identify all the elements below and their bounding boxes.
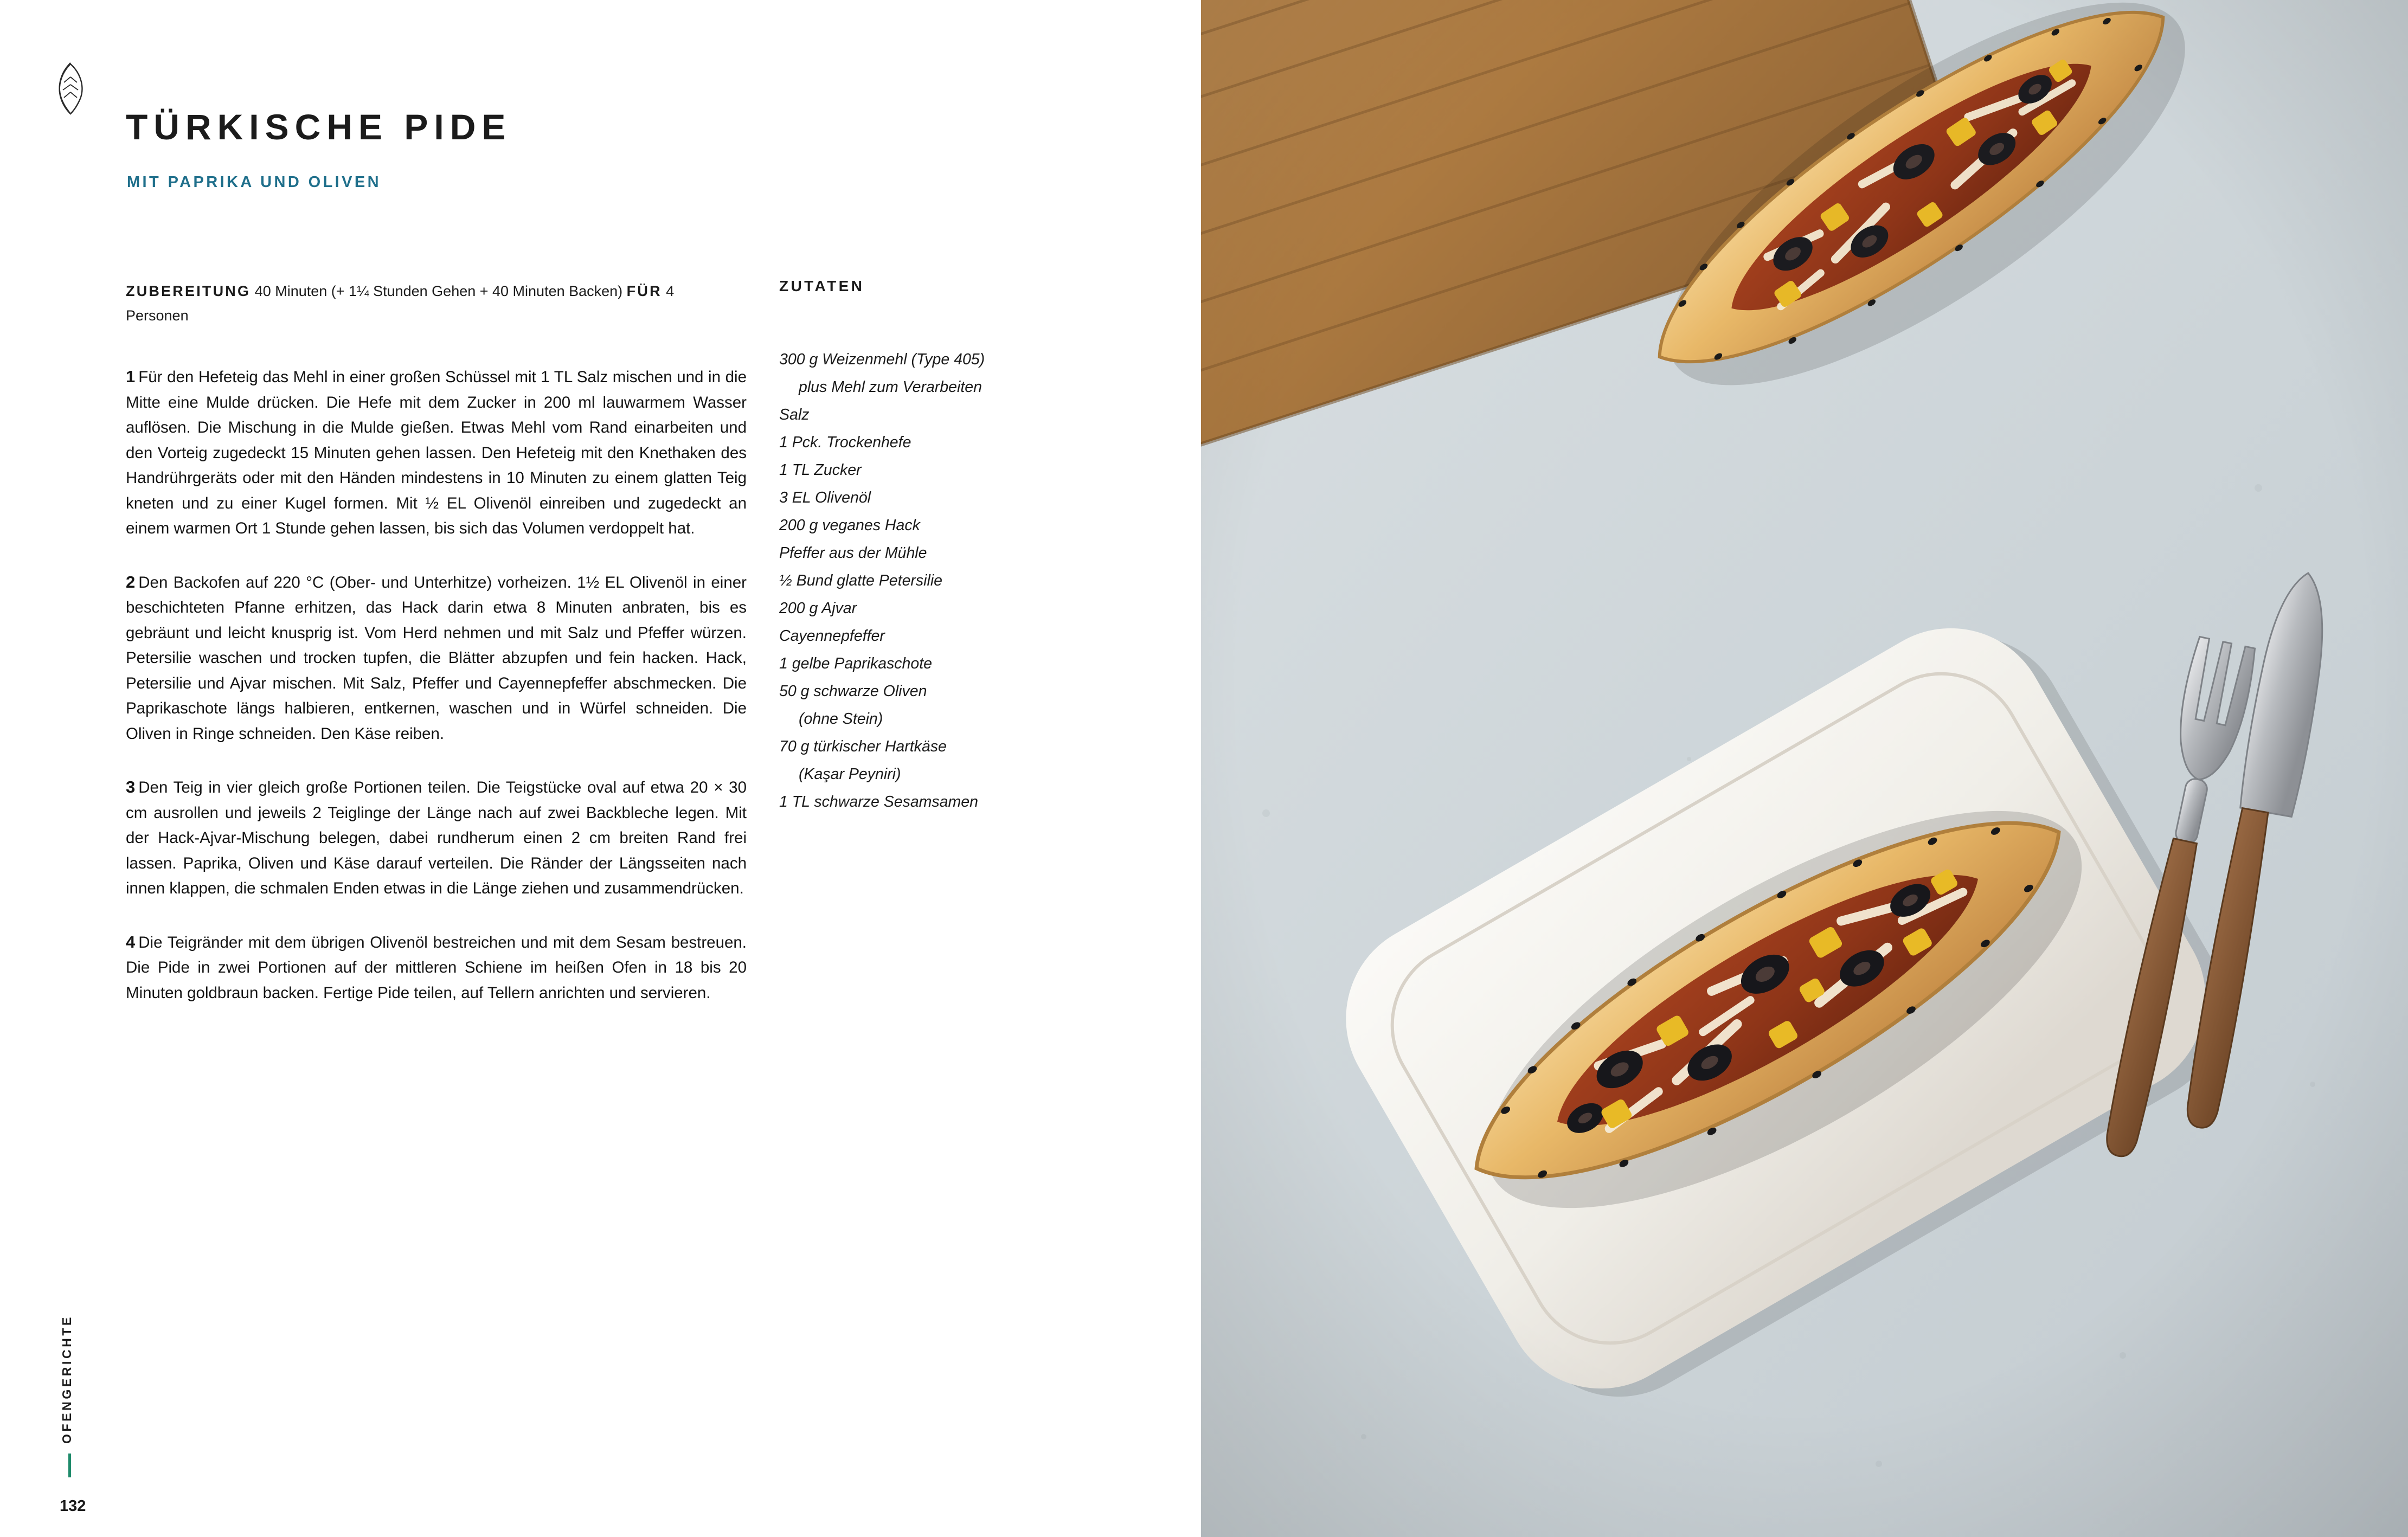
ingredient-item: 50 g schwarze Oliven <box>779 683 927 700</box>
ingredient-item: 70 g türkischer Hartkäse <box>779 738 947 755</box>
step-text: Für den Hefeteig das Mehl in einer großen Schüssel mit 1 TL Salz mischen und in die Mitte eine Mulde drücken. Die Hefe mit dem Zucker in 200 ml lauwarmem Wasser auflösen. Die Mischung in die Mulde gießen. Etwas Mehl vom Rand einarbeiten und den Vorteig zugedeckt 15 Minuten gehen lassen. Den Hefeteig mit den Knethaken des Handrührgeräts oder mit den Händen mindestens in 10 Minuten zu einem glatten Teig kneten und zu einer Kugel formen. Mit ½ EL Olivenöl einreiben und zugedeckt an einem warmen Ort 1 Stunde gehen lassen, bis sich das Volumen verdoppelt hat. <box>126 368 747 537</box>
ingredient-item: plus Mehl zum Verarbeiten <box>799 378 982 396</box>
page-subtitle: MIT PAPRIKA UND OLIVEN <box>127 173 381 191</box>
ingredient-item: 200 g veganes Hack <box>779 517 920 534</box>
step-number: 4 <box>126 932 136 951</box>
ingredient-item: 300 g Weizenmehl (Type 405) <box>779 351 985 368</box>
recipe-steps <box>126 364 747 1034</box>
ingredients-heading: ZUTATEN <box>779 278 865 294</box>
prep-value: 40 Minuten (+ 1¼ Stunden Gehen + 40 Minuten Backen) <box>251 283 627 299</box>
ingredient-item: 200 g Ajvar <box>779 600 857 617</box>
leaf-icon <box>52 59 90 118</box>
step-text: Den Backofen auf 220 °C (Ober- und Unterhitze) vorheizen. 1½ EL Olivenöl in einer beschichteten Pfanne erhitzen, das Hack darin etwa 8 Minuten anbraten, bis es gebräunt und leicht knusprig ist. Vom Herd nehmen und mit Salz und Pfeffer würzen. Petersilie waschen und trocken tupfen, die Blätter abzupfen und fein hacken. Hack, Petersilie und Ajvar mischen. Mit Salz, Pfeffer und Cayennepfeffer abschmecken. Die Paprikaschote längs halbieren, entkernen, waschen und in Würfel schneiden. Die Oliven in Ringe schneiden. Den Käse reiben. <box>126 573 747 743</box>
serves-label: FÜR <box>626 283 662 299</box>
page-title: TÜRKISCHE PIDE <box>126 107 512 147</box>
ingredient-item: (ohne Stein) <box>799 710 883 728</box>
ingredient-item: ½ Bund glatte Petersilie <box>779 572 943 589</box>
recipe-step <box>126 930 747 1006</box>
ingredient-item: 1 TL schwarze Sesamsamen <box>779 793 978 811</box>
recipe-step <box>126 775 747 902</box>
ingredient-item: Pfeffer aus der Mühle <box>779 544 927 562</box>
serves-value: 4 Personen <box>126 283 675 324</box>
ingredient-item: Cayennepfeffer <box>779 627 885 645</box>
page-number: 132 <box>60 1497 86 1515</box>
ingredient-item: 3 EL Olivenöl <box>779 489 871 506</box>
ingredient-item: Salz <box>779 406 810 423</box>
prep-label: ZUBEREITUNG <box>126 283 251 299</box>
recipe-meta <box>126 279 739 328</box>
ingredient-item: 1 TL Zucker <box>779 461 862 479</box>
step-text: Die Teigränder mit dem übrigen Olivenöl bestreichen und mit dem Sesam bestreuen. Die Pide in zwei Portionen auf der mittleren Schiene im heißen Ofen in 18 bis 20 Minuten goldbraun backen. Fertige Pide teilen, auf Tellern anrichten und servieren. <box>126 933 747 1002</box>
chapter-tab: OFENGERICHTE <box>60 1315 74 1444</box>
ingredient-item: 1 Pck. Trockenhefe <box>779 434 911 451</box>
step-text: Den Teig in vier gleich große Portionen teilen. Die Teigstücke oval auf etwa 20 × 30 cm ausrollen und jeweils 2 Teiglinge der Länge nach auf zwei Backbleche legen. Mit der Hack-Ajvar-Mischung belegen, dabei rundherum einen 2 cm breiten Rand frei lassen. Paprika, Oliven und Käse darauf verteilen. Die Ränder der Längsseiten nach innen klappen, die schmalen Enden etwas in die Länge ziehen und zusammendrücken. <box>126 779 747 897</box>
recipe-photo <box>1201 0 2408 1537</box>
recipe-step <box>126 364 747 542</box>
chapter-rule <box>68 1454 71 1477</box>
ingredient-item: (Kaşar Peyniri) <box>799 766 901 783</box>
recipe-step <box>126 570 747 747</box>
step-number: 3 <box>126 777 136 796</box>
recipe-text-page <box>0 0 1201 1537</box>
ingredient-item: 1 gelbe Paprikaschote <box>779 655 933 672</box>
step-number: 2 <box>126 572 136 591</box>
ingredients-list <box>779 346 1083 816</box>
step-number: 1 <box>126 367 136 386</box>
